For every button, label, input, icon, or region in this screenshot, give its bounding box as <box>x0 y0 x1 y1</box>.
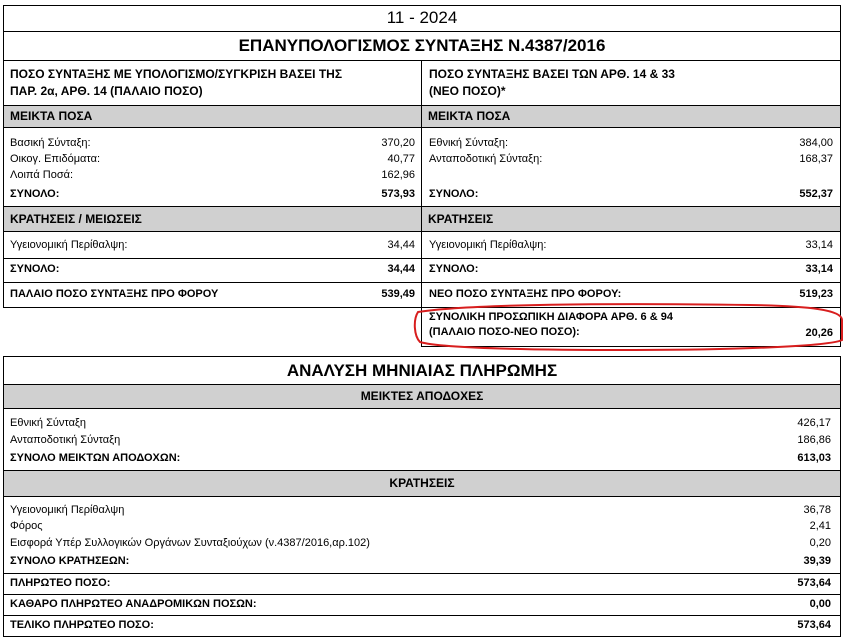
monthly-gross-item <box>10 416 831 431</box>
total-label: ΤΕΛΙΚΟ ΠΛΗΡΩΤΕΟ ΠΟΣΟ: <box>10 619 154 631</box>
total-label: ΚΑΘΑΡΟ ΠΛΗΡΩΤΕΟ ΑΝΑΔΡΟΜΙΚΩΝ ΠΟΣΩΝ: <box>10 598 257 610</box>
left-heading-line2: ΠΑΡ. 2α, ΑΡΘ. 14 (ΠΑΛΑΙΟ ΠΟΣΟ) <box>10 84 203 98</box>
monthly-gross-total <box>10 451 831 466</box>
item-label: Εισφορά Υπέρ Συλλογικών Οργάνων Συνταξιούχων (ν.4387/2016,αρ.102) <box>10 537 370 549</box>
item-value: 186,86 <box>797 434 831 446</box>
item-label: Υγειονομική Περίθαλψη: <box>429 239 547 251</box>
left-gross-total <box>10 187 415 202</box>
total-value: 0,00 <box>809 598 831 610</box>
highlight-annotation <box>410 300 843 356</box>
item-value: 34,44 <box>387 239 415 251</box>
monthly-gross-header: ΜΕΙΚΤΕΣ ΑΠΟΔΟΧΕΣ <box>4 385 840 408</box>
total-value: 573,64 <box>797 577 831 589</box>
total-label: ΣΥΝΟΛΟ: <box>10 188 60 200</box>
item-label: Φόρος <box>10 520 43 532</box>
old-pre-tax-amount <box>10 287 415 302</box>
total-label: ΣΥΝΟΛΟ ΚΡΑΤΗΣΕΩΝ: <box>10 555 130 567</box>
left-gross-item <box>10 152 415 167</box>
right-deduction-item <box>429 238 833 253</box>
right-deductions-total <box>429 262 833 277</box>
left-deductions-header: ΚΡΑΤΗΣΕΙΣ / ΜΕΙΩΣΕΙΣ <box>4 207 421 231</box>
item-value: 36,78 <box>803 504 831 516</box>
monthly-title: ΑΝΑΛΥΣΗ ΜΗΝΙΑΙΑΣ ΠΛΗΡΩΜΗΣ <box>286 361 558 380</box>
item-value: 162,96 <box>381 169 415 181</box>
total-value: 539,49 <box>381 288 415 300</box>
item-label: Λοιπά Ποσά: <box>10 169 74 181</box>
item-label: Εθνική Σύνταξη: <box>429 137 509 149</box>
right-heading-line1: ΠΟΣΟ ΣΥΝΤΑΞΗΣ ΒΑΣΕΙ ΤΩΝ ΑΡΘ. 14 & 33 <box>429 67 675 81</box>
item-label: Ανταποδοτική Σύνταξη <box>10 434 121 446</box>
item-label: Υγειονομική Περίθαλψη: <box>10 239 128 251</box>
right-gross-item <box>429 136 833 151</box>
left-gross-header: ΜΕΙΚΤΑ ΠΟΣΑ <box>4 106 421 127</box>
right-heading-line2: (ΝΕΟ ΠΟΣΟ)* <box>429 84 506 98</box>
total-label: ΠΑΛΑΙΟ ΠΟΣΟ ΣΥΝΤΑΞΗΣ ΠΡΟ ΦΟΡΟΥ <box>10 288 219 300</box>
total-label: ΣΥΝΟΛΟ: <box>10 263 60 275</box>
item-label: Ανταποδοτική Σύνταξη: <box>429 153 543 165</box>
total-value: 613,03 <box>797 452 831 464</box>
item-value: 0,20 <box>809 537 831 549</box>
total-label: ΣΥΝΟΛΟ: <box>429 188 479 200</box>
left-heading-line1: ΠΟΣΟ ΣΥΝΤΑΞΗΣ ΜΕ ΥΠΟΛΟΓΙΣΜΟ/ΣΥΓΚΡΙΣΗ ΒΑΣΕΙ ΤΗΣ <box>10 67 343 81</box>
right-gross-item <box>429 152 833 167</box>
personal-difference-line2: (ΠΑΛΑΙΟ ΠΟΣΟ-ΝΕΟ ΠΟΣΟ): <box>429 326 580 338</box>
total-value: 573,64 <box>797 619 831 631</box>
final-payable-amount <box>10 618 831 633</box>
total-label: ΝΕΟ ΠΟΣΟ ΣΥΝΤΑΞΗΣ ΠΡΟ ΦΟΡΟΥ: <box>429 288 622 300</box>
personal-difference-value: 20,26 <box>805 327 833 339</box>
left-gross-item <box>10 168 415 183</box>
period-label: 11 - 2024 <box>386 8 458 27</box>
item-label: Υγειονομική Περίθαλψη <box>10 504 125 516</box>
total-value: 552,37 <box>799 188 833 200</box>
item-value: 2,41 <box>809 520 831 532</box>
payable-amount <box>10 576 831 591</box>
monthly-gross-item <box>10 433 831 448</box>
total-label: ΣΥΝΟΛΟ ΜΕΙΚΤΩΝ ΑΠΟΔΟΧΩΝ: <box>10 452 181 464</box>
total-label: ΠΛΗΡΩΤΕΟ ΠΟΣΟ: <box>10 577 111 589</box>
monthly-deductions-total <box>10 554 831 569</box>
left-heading <box>10 66 418 100</box>
personal-difference-line1: ΣΥΝΟΛΙΚΗ ΠΡΟΣΩΠΙΚΗ ΔΙΑΦΟΡΑ ΑΡΘ. 6 & 94 <box>429 311 673 323</box>
total-value: 39,39 <box>803 555 831 567</box>
total-value: 519,23 <box>799 288 833 300</box>
item-value: 168,37 <box>799 153 833 165</box>
right-gross-total <box>429 187 833 202</box>
right-deductions-header: ΚΡΑΤΗΣΕΙΣ <box>422 207 840 231</box>
item-value: 426,17 <box>797 417 831 429</box>
right-gross-header: ΜΕΙΚΤΑ ΠΟΣΑ <box>422 106 840 127</box>
monthly-deduction-item <box>10 536 831 551</box>
net-retroactive-amount <box>10 597 831 612</box>
monthly-deduction-item <box>10 519 831 534</box>
item-value: 370,20 <box>381 137 415 149</box>
item-label: Οικογ. Επιδόματα: <box>10 153 101 165</box>
item-value: 384,00 <box>799 137 833 149</box>
left-gross-item <box>10 136 415 151</box>
total-value: 573,93 <box>381 188 415 200</box>
total-value: 34,44 <box>387 263 415 275</box>
item-value: 40,77 <box>387 153 415 165</box>
left-deduction-item <box>10 238 415 253</box>
recalculation-title: ΕΠΑΝΥΠΟΛΟΓΙΣΜΟΣ ΣΥΝΤΑΞΗΣ Ν.4387/2016 <box>238 36 606 55</box>
item-label: Εθνική Σύνταξη <box>10 417 86 429</box>
total-label: ΣΥΝΟΛΟ: <box>429 263 479 275</box>
item-label: Βασική Σύνταξη: <box>10 137 91 149</box>
monthly-deduction-item <box>10 503 831 518</box>
item-value: 33,14 <box>805 239 833 251</box>
monthly-deductions-header: ΚΡΑΤΗΣΕΙΣ <box>4 471 840 496</box>
right-heading <box>429 66 837 100</box>
left-deductions-total <box>10 262 415 277</box>
total-value: 33,14 <box>805 263 833 275</box>
